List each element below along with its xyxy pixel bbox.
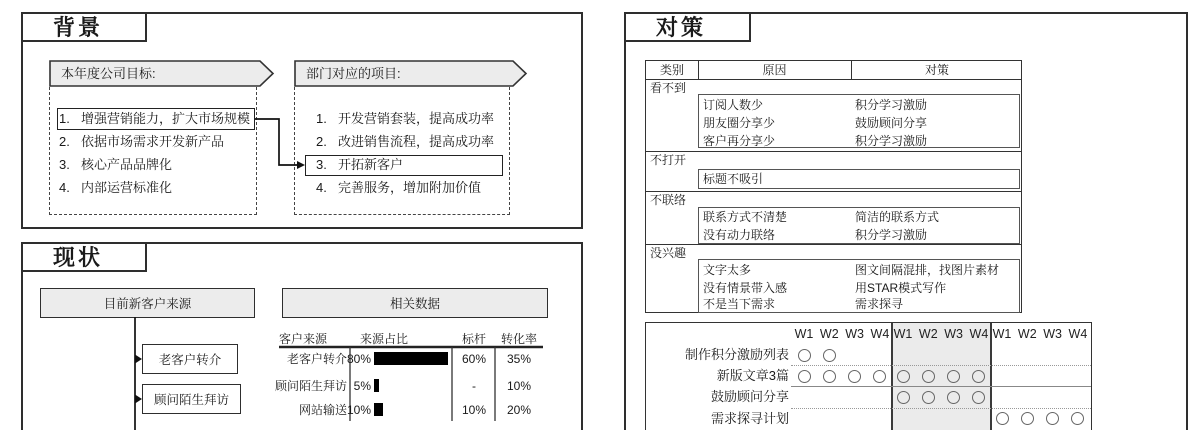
cm-action: 鼓励顾问分享 (855, 116, 928, 130)
gantt-task-circle (947, 391, 960, 404)
source-row-benchmark: - (472, 379, 476, 393)
project-item-2-num: 2. (316, 134, 327, 149)
gantt-week-label: W4 (1068, 327, 1088, 341)
project-item-3-num: 3. (316, 157, 327, 172)
gantt-schedule (645, 322, 1092, 430)
gantt-week-label: W1 (893, 327, 913, 341)
gantt-task-circle (848, 370, 861, 383)
cm-reason: 客户再分享少 (703, 134, 776, 148)
gantt-week-label: W1 (794, 327, 814, 341)
project-item-1 (316, 109, 494, 129)
gantt-task-circle (922, 391, 935, 404)
cm-section-separator (646, 151, 1021, 152)
goal-item-1-text: 增强营销能力，扩大市场规模 (81, 111, 251, 126)
gantt-task-circle (873, 370, 886, 383)
cm-section-separator (646, 191, 1021, 192)
gantt-task-circle (922, 370, 935, 383)
source-row-label: 顾问陌生拜访 (274, 379, 347, 393)
cm-action: 积分学习激励 (855, 228, 928, 242)
source-row-share-value: 10% (346, 403, 371, 417)
cm-reason: 文字太多 (703, 263, 752, 277)
current-state-panel (21, 242, 583, 430)
gantt-week-label: W2 (918, 327, 938, 341)
gantt-task-circle (996, 412, 1009, 425)
cm-reason: 联系方式不清楚 (703, 210, 788, 224)
cm-reason: 标题不吸引 (703, 172, 764, 186)
cm-action: 简洁的联系方式 (855, 210, 940, 224)
gantt-task-circle (897, 370, 910, 383)
col-header-conversion: 转化率 (500, 332, 537, 346)
project-item-4-text: 完善服务，增加附加价值 (338, 180, 482, 195)
goal-item-4-num: 4. (59, 180, 70, 195)
countermeasures-panel-title: 对策 (624, 12, 751, 42)
gantt-task-circle (972, 370, 985, 383)
col-header-benchmark: 标杆 (461, 332, 486, 346)
goal-item-3-text: 核心产品品牌化 (81, 157, 173, 172)
cm-section-separator (646, 244, 1021, 245)
gantt-task-circle (798, 370, 811, 383)
source-row-conversion: 35% (506, 352, 532, 366)
gantt-task-circle (1071, 412, 1084, 425)
source-row-share-value: 80% (346, 352, 371, 366)
gantt-week-label: W4 (969, 327, 989, 341)
project-item-3 (316, 155, 403, 175)
goal-item-2-text: 依据市场需求开发新产品 (81, 134, 225, 149)
goal-item-2-num: 2. (59, 134, 70, 149)
goal-item-2 (59, 132, 224, 152)
goal-item-4 (59, 178, 172, 198)
cm-reason: 不是当下需求 (703, 297, 776, 311)
gantt-row-label: 鼓励顾问分享 (710, 389, 789, 404)
project-item-3-text: 开拓新客户 (338, 157, 404, 172)
col-header-source-share: 来源占比 (359, 332, 408, 346)
cm-action: 图文间隔混排，找图片素材 (855, 263, 1000, 277)
cm-category-label: 不打开 (650, 153, 687, 167)
background-panel (21, 12, 583, 229)
cm-reason: 订阅人数少 (703, 98, 764, 112)
goal-item-4-text: 内部运营标准化 (81, 180, 173, 195)
source-row-bar (374, 379, 379, 392)
countermeasure-table (645, 60, 1022, 313)
cm-action: 积分学习激励 (855, 98, 928, 112)
cm-reason: 朋友圈分享少 (703, 116, 776, 130)
source-box-old-customer-referral: 老客户转介 (142, 344, 238, 374)
source-row-share-value: 5% (353, 379, 371, 393)
gantt-week-label: W1 (992, 327, 1012, 341)
gantt-week-label: W2 (819, 327, 839, 341)
cm-header-underline (646, 79, 1021, 80)
project-item-2 (316, 132, 494, 152)
cm-action: 积分学习激励 (855, 134, 928, 148)
current-state-panel-title: 现状 (21, 242, 147, 272)
company-goals-banner-label: 本年度公司目标: (61, 66, 156, 81)
gantt-week-label: W4 (870, 327, 890, 341)
cm-col-category: 类别 (659, 63, 684, 77)
cm-header-divider (851, 61, 852, 79)
cm-col-action: 对策 (924, 63, 949, 77)
source-row-benchmark: 10% (461, 403, 487, 417)
source-row-conversion: 20% (506, 403, 532, 417)
cm-category-label: 不联络 (650, 193, 687, 207)
gantt-task-circle (972, 391, 985, 404)
gantt-row-label: 新版文章3篇 (716, 368, 789, 383)
gantt-task-circle (897, 391, 910, 404)
gantt-row-label: 需求探寻计划 (710, 411, 789, 426)
gantt-task-circle (947, 370, 960, 383)
gantt-task-circle (1046, 412, 1059, 425)
cm-col-reason: 原因 (762, 63, 787, 77)
source-row-benchmark: 60% (461, 352, 487, 366)
cm-reason: 没有动力联络 (703, 228, 776, 242)
cm-action: 用STAR模式写作 (855, 281, 947, 295)
project-item-4 (316, 178, 481, 198)
gantt-week-label: W2 (1017, 327, 1037, 341)
goal-item-3 (59, 155, 172, 175)
project-item-4-num: 4. (316, 180, 327, 195)
gantt-week-label: W3 (1043, 327, 1062, 341)
project-item-1-text: 开发营销套装，提高成功率 (338, 111, 495, 126)
gantt-week-label: W3 (944, 327, 963, 341)
source-row-label: 网站输送 (298, 403, 347, 417)
gantt-task-circle (798, 349, 811, 362)
background-panel-title: 背景 (21, 12, 147, 42)
gantt-week-label: W3 (845, 327, 864, 341)
source-row-bar (374, 403, 383, 416)
cm-action: 需求探寻 (855, 297, 904, 311)
gantt-row-label: 制作积分激励列表 (684, 347, 789, 362)
source-box-consultant-cold-visit: 顾问陌生拜访 (142, 384, 241, 414)
project-item-2-text: 改进销售流程，提高成功率 (338, 134, 495, 149)
countermeasures-panel (624, 12, 1188, 430)
source-row-label: 老客户转介 (286, 352, 347, 366)
cm-category-label: 看不到 (650, 81, 687, 95)
gantt-task-circle (823, 349, 836, 362)
gantt-task-circle (823, 370, 836, 383)
department-projects-banner-label: 部门对应的项目: (306, 66, 401, 81)
cm-reason: 没有情景带入感 (703, 281, 788, 295)
gantt-grid (646, 323, 1091, 430)
cm-header-divider (698, 61, 699, 79)
goal-item-3-num: 3. (59, 157, 70, 172)
gantt-task-circle (1021, 412, 1034, 425)
source-row-bar (374, 352, 448, 365)
cm-category-label: 没兴趣 (650, 246, 687, 260)
goal-item-1-num: 1. (59, 111, 70, 126)
related-data-header: 相关数据 (282, 288, 548, 318)
source-row-conversion: 10% (506, 379, 532, 393)
goal-item-1 (59, 109, 250, 129)
project-item-1-num: 1. (316, 111, 327, 126)
new-customer-sources-header: 目前新客户来源 (40, 288, 255, 318)
col-header-customer-source: 客户来源 (278, 332, 327, 346)
